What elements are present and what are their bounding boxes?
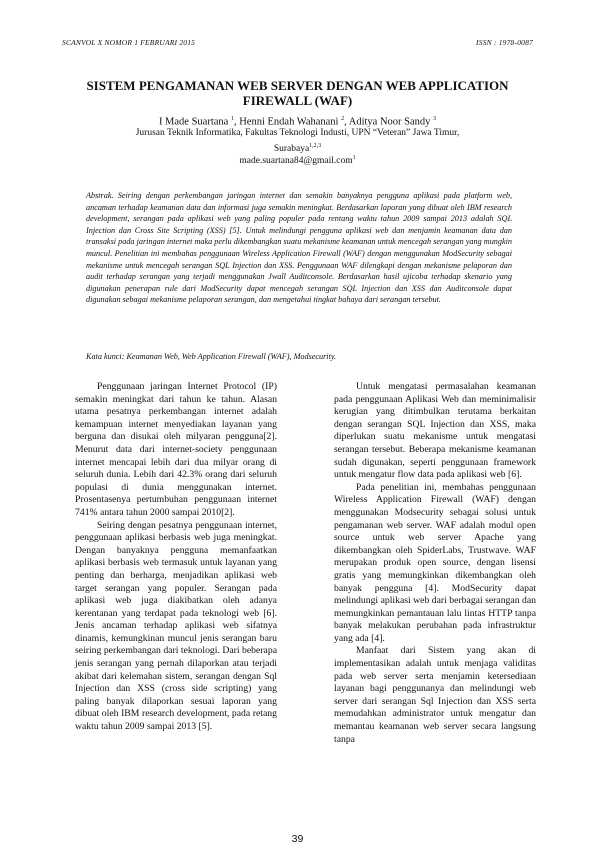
running-header-issn: ISSN : 1978-0087 [476, 38, 533, 47]
paper-title: SISTEM PENGAMANAN WEB SERVER DENGAN WEB APPLICATION FIREWALL (WAF) [86, 78, 509, 108]
author-2-sup: 2 [341, 116, 345, 122]
affiliation-line: Jurusan Teknik Informatika, Fakultas Teknologi Industi, UPN “Veteran” Jawa Timur, [135, 128, 460, 138]
paragraph: Pada penelitian ini, membahas penggunaan Wireless Application Firewall (WAF) dengan menggunakan Modsecurity sebagai solusi untuk pengamanan web server. WAF adalah modul open source untuk web server Apache yang dikembangkan oleh SpiderLabs, Trustwave. WAF merupakan produk open source, dengan lisensi gratis yang memungkinkan dikembangkan oleh banyak pengguna [4]. ModSecurity dapat melindungi aplikasi web dari berbagai serangan dan memungkinkan pemantauan lalu lintas HTTP tanpa banyak melakukan perubahan pada infrastruktur yang ada [4]. [334, 481, 536, 644]
affiliation-city-line [80, 140, 515, 156]
keywords: Kata kunci: Keamanan Web, Web Application Firewall (WAF), Modsecurity. [86, 352, 337, 361]
body-right-column [334, 381, 536, 746]
paragraph: Untuk mengatasi permasalahan keamanan pada penggunaan Aplikasi Web dan meminimalisir kerugian yang ditimbulkan terutama berkaitan dengan serangan SQL Injection dan XSS, maka diperlukan suatu mekanisme untuk mengatasi serangan tersebut. Beberapa mekanisme keamanan sudah digunakan, seperti penggunaan framework untuk mengatur flow data pada aplikasi web [6]. [334, 381, 536, 481]
affiliation [80, 127, 515, 156]
email-line [60, 155, 535, 166]
author-3-sup: 3 [433, 116, 437, 122]
body-left-column [75, 381, 277, 734]
email-address: made.suartana84@gmail.com [239, 156, 353, 167]
abstract: Abstrak. Seiring dengan perkembangan jaringan internet dan semakin banyaknya pengguna aplikasi pada platform web, ancaman terhadap keamanan data dan informasi juga semakin meningkat. Berdasarkan laporan yang dibuat oleh IBM research development, serangan pada aplikasi web yang paling populer pada rentang waktu tahun 2009 sampai 2013 adalah SQL Injection dan Cross Site Scripting (XSS) [5]. Untuk melindungi pengguna aplikasi web dan menjamin keamanan data dan transaksi pada jaringan internet maka perlu dikembangkan suatu mekanisme keamanan untuk mencegah serangan yang mungkin muncul. Penelitian ini membahas penggunaan Wireless Application Firewall (WAF) dengan menggunakan ModSecurity sebagai mekanisme untuk mencegah serangan SQL Injection dan XSS. Penggunaan WAF dilengkapi dengan mekanisme pelaporan dan audit terhadap serangan yang terjadi menggunakan Jwall Auditconsole. Berdasarkan hasil ujicoba terhadap skenario yang digunakan penerapan rule dari ModSecurity dapat mencegah serangan SQL Injection dan XSS dan Auditconsole dapat digunakan sebagai mekanisme pelaporan serangan, dan mengetahui tingkat bahaya dari serangan tersebut. [86, 191, 512, 305]
email-sup: 1 [352, 155, 356, 161]
author-3: , Aditya Noor Sandy [344, 116, 431, 128]
paragraph: Penggunaan jaringan Internet Protocol (IP) semakin meningkat dari tahun ke tahun. Alasan utama pesatnya perkembangan internet adalah kemampuan internet menyediakan layanan yang berguna dan disukai oleh milyaran pengguna[2]. Menurut data dari internet-society penggunaan internet mencapai lebih dari dua milyar orang di seluruh dunia. Lebih dari 42.3% orang dari seluruh populasi di dunia menggunakan internet. Prosentasenya pertumbuhan penggunaan internet 741% antara tahun 2000 sampai 2010[2]. [75, 381, 277, 518]
affiliation-city-sup: 1,2,3 [309, 143, 322, 149]
affiliation-city: Surabaya [273, 144, 310, 155]
page-number: 39 [291, 833, 304, 845]
author-2: , Henni Endah Wahanani [233, 116, 339, 128]
running-header-journal: SCANVOL X NOMOR 1 FEBRUARI 2015 [62, 38, 196, 47]
paragraph: Manfaat dari Sistem yang akan di implementasikan adalah untuk menjaga validitas pada web server serta menjamin ketersediaan layanan bagi penggunanya dan melindungi web server dari serangan Sql Injection dan XSS serta memudahkan administrator untuk mengatur dan memantau keamanan web server secara langsung tanpa [334, 645, 536, 745]
author-1: I Made Suartana [158, 116, 229, 128]
paragraph: Seiring dengan pesatnya penggunaan internet, penggunaan aplikasi berbasis web juga meningkat. Dengan banyaknya pengguna memanfaatkan aplikasi berbasis web termasuk untuk layanan yang penting dan berharga, menjadikan aplikasi web target serangan yang populer. Serangan pada aplikasi web juga diakibatkan oleh adanya kerentanan yang terdapat pada teknologi web [6]. Jenis ancaman terhadap aplikasi web sifatnya dinamis, kemungkinan muncul jenis serangan baru seiring perkembangan dari teknologi. Dari beberapa jenis serangan yang pernah dilaporkan atau terjadi akibat dari kelemahan sistem, serangan dengan Sql Injection dan XSS (cross side scripting) yang paling banyak dilaporkan sesuai laporan yang dibuat oleh IBM research development, pada retang waktu tahun 2009 sampai 2013 [5]. [75, 519, 277, 733]
author-1-sup: 1 [230, 116, 234, 122]
